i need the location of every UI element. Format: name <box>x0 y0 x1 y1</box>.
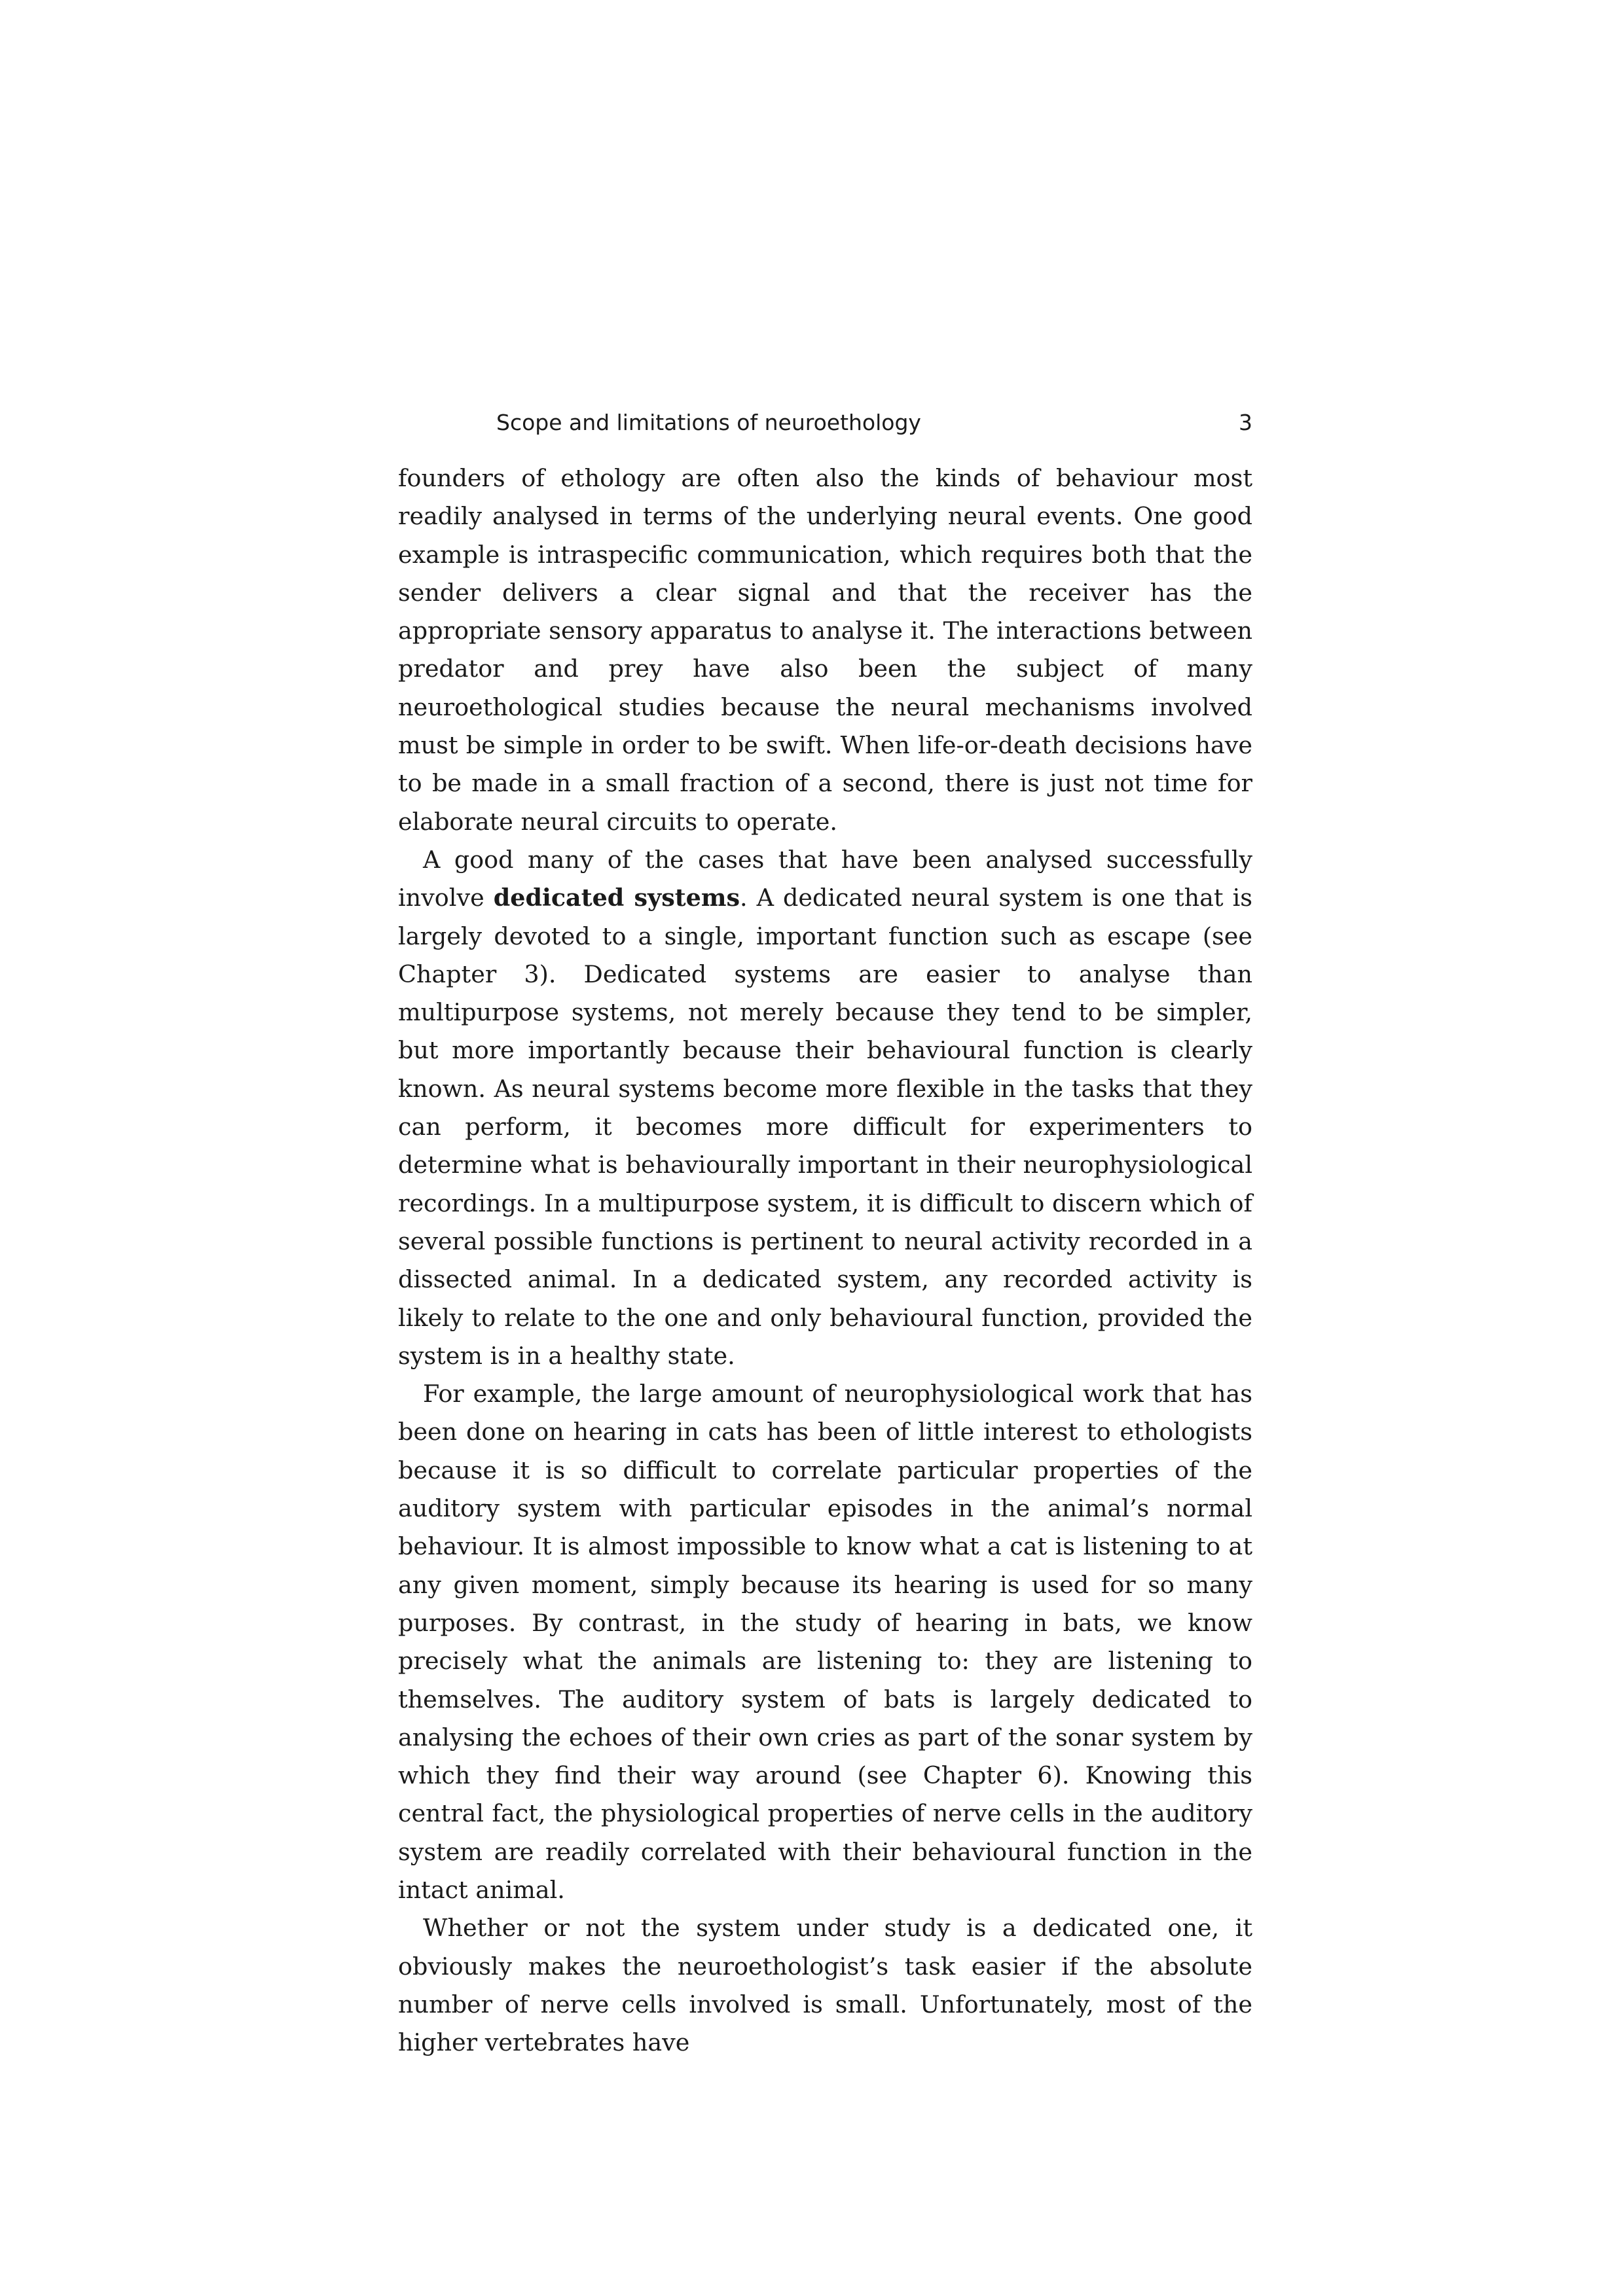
key-term-dedicated-systems: dedicated systems <box>493 884 740 912</box>
page-number: 3 <box>1239 410 1252 435</box>
body-text <box>398 459 1252 2062</box>
paragraph-dedicated-systems <box>398 841 1252 1375</box>
paragraph-hearing-example: For example, the large amount of neurophysiological work that has been done on hearing in cats has been of little interest to ethologists because it is so difficult to correlate particular properties of the auditory system with particular episodes in the animal’s normal behaviour. It is almost impossible to know what a cat is listening to at any given moment, simply because its hearing is used for so many purposes. By contrast, in the study of hearing in bats, we know precisely what the animals are listening to: they are listening to themselves. The auditory system of bats is largely dedicated to analysing the echoes of their own cries as part of the sonar system by which they find their way around (see Chapter 6). Knowing this central fact, the physiological properties of nerve cells in the auditory system are readily correlated with their behavioural function in the intact animal. <box>398 1380 1252 1904</box>
running-head-title: Scope and limitations of neuroethology <box>496 410 921 435</box>
paragraph-nerve-cells: Whether or not the system under study is a dedicated one, it obviously makes the neuroethologist’s task easier if the absolute number of nerve cells involved is small. Unfortunately, most of the higher vertebrates have <box>398 1914 1252 2057</box>
running-head <box>398 410 1252 449</box>
paragraph-continued: founders of ethology are often also the kinds of behaviour most readily analysed in terms of the underlying neural events. One good example is intraspecific communication, which requires both that the sender delivers a clear signal and that the receiver has the appropriate sensory apparatus to analyse it. The interactions between predator and prey have also been the subject of many neuroethological studies because the neural mechanisms involved must be simple in order to be swift. When life-or-death decisions have to be made in a small fraction of a second, there is just not time for elaborate neural circuits to operate. <box>398 464 1252 836</box>
paragraph-text-before-term: A good many of the cases that have been analysed successfully involve <box>398 845 1252 912</box>
paragraph-text-after-term: . A dedicated neural system is one that is largely devoted to a single, important function such as escape (see Chapter 3). Dedicated systems are easier to analyse than multipurpose systems, not merely because they tend to be simpler, but more importantly because their behavioural function is clearly known. As neural systems become more flexible in the tasks that they can perform, it becomes more difficult for experimenters to determine what is behaviourally important in their neurophysiological recordings. In a multipurpose system, it is difficult to discern which of several possible functions is pertinent to neural activity recorded in a dissected animal. In a dedicated system, any recorded activity is likely to relate to the one and only behavioural function, provided the system is in a healthy state. <box>398 884 1252 1370</box>
